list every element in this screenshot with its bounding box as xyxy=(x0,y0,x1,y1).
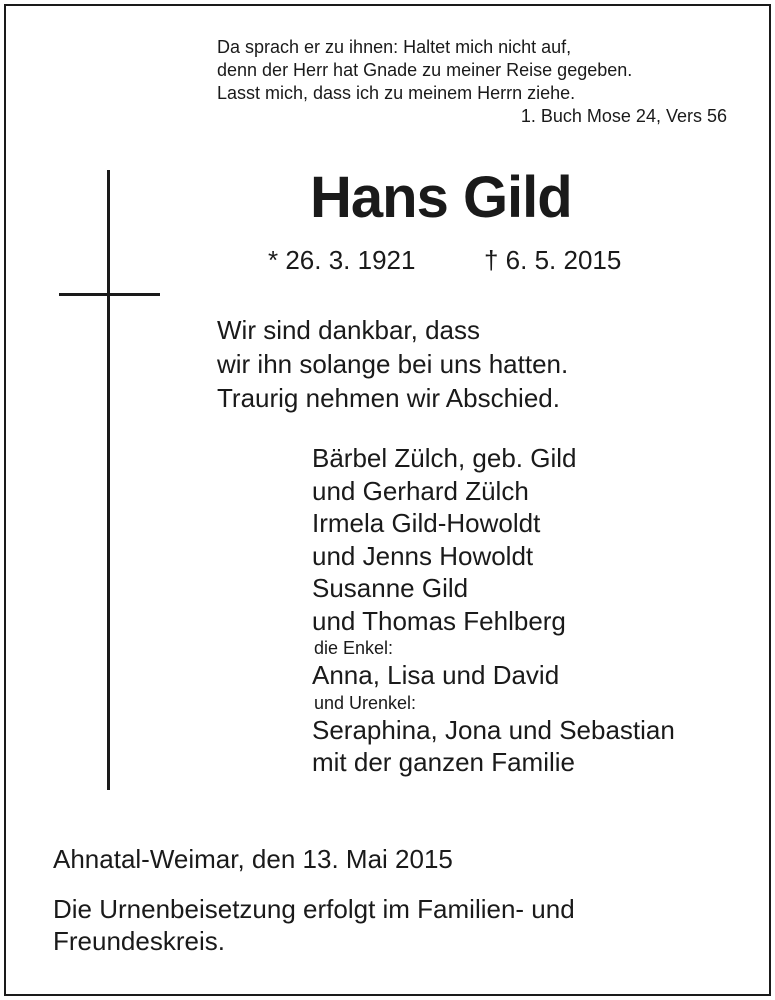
family-closing: mit der ganzen Familie xyxy=(312,747,575,777)
grandchildren-names: Anna, Lisa und David xyxy=(312,660,560,690)
grandchildren-label: die Enkel: xyxy=(314,638,394,658)
family-member: und Thomas Fehlberg xyxy=(312,605,566,636)
family-member: Irmela Gild-Howoldt xyxy=(312,508,541,538)
family-list xyxy=(312,442,675,779)
cross-icon-vertical xyxy=(107,170,110,790)
mourning-line: Traurig nehmen wir Abschied. xyxy=(217,383,560,413)
birth-date: * 26. 3. 1921 xyxy=(268,245,416,275)
burial-note: Die Urnenbeisetzung erfolgt im Familien- und Freundeskreis. xyxy=(53,894,575,956)
family-member: Bärbel Zülch, geb. Gild xyxy=(312,443,577,473)
quote-line: denn der Herr hat Gnade zu meiner Reise gegeben. xyxy=(217,60,633,80)
family-member: Susanne Gild xyxy=(312,573,469,603)
place-date: Ahnatal-Weimar, den 13. Mai 2015 xyxy=(53,844,453,874)
mourning-line: Wir sind dankbar, dass xyxy=(217,315,481,345)
great-grandchildren-label: und Urenkel: xyxy=(314,692,417,713)
quote-line: Lasst mich, dass ich zu meinem Herrn ziehe. xyxy=(217,83,576,103)
great-grandchildren-names: Seraphina, Jona und Sebastian xyxy=(312,714,675,745)
quote-line: Da sprach er zu ihnen: Haltet mich nicht auf, xyxy=(217,37,572,57)
family-member: und Gerhard Zülch xyxy=(312,475,529,506)
cross-icon-horizontal xyxy=(59,293,160,296)
mourning-text xyxy=(217,313,568,415)
death-date: † 6. 5. 2015 xyxy=(484,245,622,275)
bible-quote xyxy=(217,36,727,128)
mourning-line: wir ihn solange bei uns hatten. xyxy=(217,349,569,379)
family-member: und Jenns Howoldt xyxy=(312,540,534,571)
deceased-name: Hans Gild xyxy=(310,165,572,230)
quote-reference: 1. Buch Mose 24, Vers 56 xyxy=(520,106,727,126)
